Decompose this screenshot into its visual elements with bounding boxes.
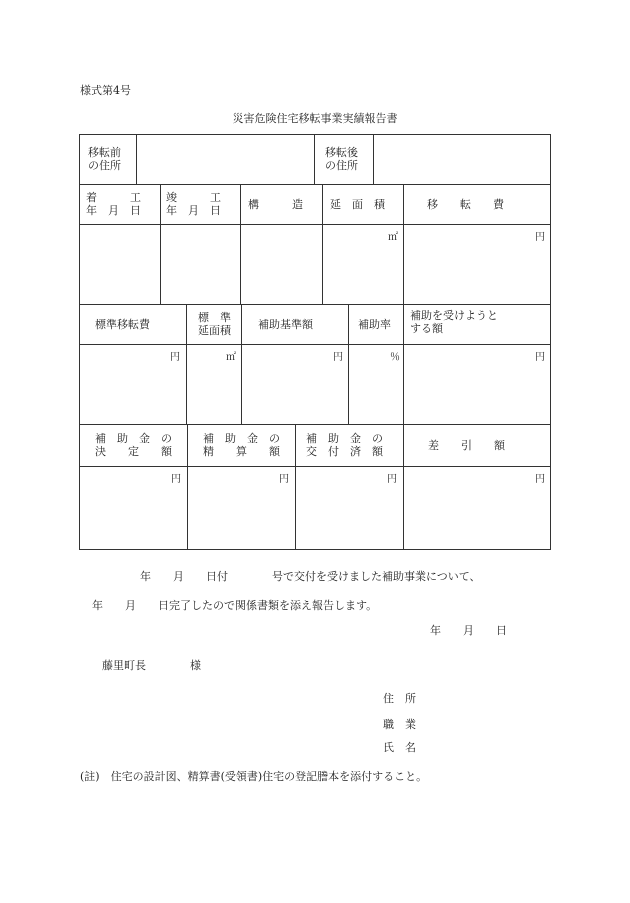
decided-amount-header: 補 助 金 の 決 定 額: [95, 432, 172, 458]
difference-header: 差 引 額: [428, 439, 505, 452]
address-after-field[interactable]: [374, 135, 550, 184]
finish-date-header: 竣 工 年 月 日: [166, 191, 221, 217]
floor-area-unit: ㎡: [388, 232, 398, 243]
subsidy-base-field[interactable]: [242, 345, 348, 424]
floor-area-field[interactable]: [323, 225, 403, 304]
settled-amount-header: 補 助 金 の 精 算 額: [203, 432, 280, 458]
standard-cost-header: 標準移転費: [95, 318, 150, 331]
report-date: 年 月 日: [430, 624, 507, 637]
address-before-label: 移転前 の住所: [88, 146, 121, 172]
subsidy-rate-field[interactable]: [349, 345, 403, 424]
construction-table: [79, 184, 551, 305]
subsidy-calc-table: [79, 304, 551, 425]
document-title: 災害危険住宅移転事業実績報告書: [232, 112, 398, 125]
address-table: [79, 134, 551, 185]
requested-amount-header: 補助を受けようと する額: [410, 309, 498, 335]
subsidy-rate-header: 補助率: [358, 318, 391, 331]
relocation-cost-header: 移 転 費: [427, 198, 504, 211]
note: (註) 住宅の設計図、精算書(受領書)住宅の登記謄本を添付すること。: [80, 770, 428, 783]
subsidy-rate-unit: ％: [390, 352, 400, 363]
subsidy-base-unit: 円: [333, 352, 343, 363]
standard-area-field[interactable]: [187, 345, 241, 424]
standard-cost-field[interactable]: [80, 345, 186, 424]
applicant-occupation-label: 職 業: [383, 718, 416, 731]
subsidy-amounts-table: [79, 424, 551, 550]
statement-line-2: 年 月 日完了したので関係書類を添え報告します。: [92, 599, 378, 612]
finish-date-field[interactable]: [161, 225, 240, 304]
paid-amount-unit: 円: [387, 474, 397, 485]
applicant-address-label: 住 所: [383, 692, 416, 705]
difference-unit: 円: [535, 474, 545, 485]
paid-amount-header: 補 助 金 の 交 付 済 額: [306, 432, 383, 458]
address-after-label: 移転後 の住所: [325, 146, 358, 172]
addressee: 藤里町長 様: [102, 659, 201, 672]
start-date-field[interactable]: [80, 225, 160, 304]
requested-amount-unit: 円: [535, 352, 545, 363]
subsidy-base-header: 補助基準額: [258, 318, 313, 331]
decided-amount-unit: 円: [171, 474, 181, 485]
relocation-cost-field[interactable]: [404, 225, 550, 304]
settled-amount-unit: 円: [279, 474, 289, 485]
relocation-cost-unit: 円: [535, 232, 545, 243]
address-before-field[interactable]: [137, 135, 314, 184]
structure-header: 構 造: [248, 198, 303, 211]
statement-line-1: 年 月 日付 号で交付を受けました補助事業について、: [140, 570, 481, 583]
applicant-name-label: 氏 名: [383, 741, 416, 754]
standard-area-header: 標 準 延面積: [198, 311, 231, 337]
structure-field[interactable]: [241, 225, 322, 304]
divider: [314, 135, 315, 184]
decided-amount-field[interactable]: [80, 467, 187, 549]
difference-field[interactable]: [404, 467, 550, 549]
settled-amount-field[interactable]: [188, 467, 295, 549]
form-number: 様式第4号: [80, 84, 131, 97]
standard-area-unit: ㎡: [226, 352, 236, 363]
requested-amount-field[interactable]: [404, 345, 550, 424]
start-date-header: 着 工 年 月 日: [86, 191, 141, 217]
floor-area-header: 延 面 積: [330, 198, 385, 211]
paid-amount-field[interactable]: [296, 467, 403, 549]
standard-cost-unit: 円: [170, 352, 180, 363]
